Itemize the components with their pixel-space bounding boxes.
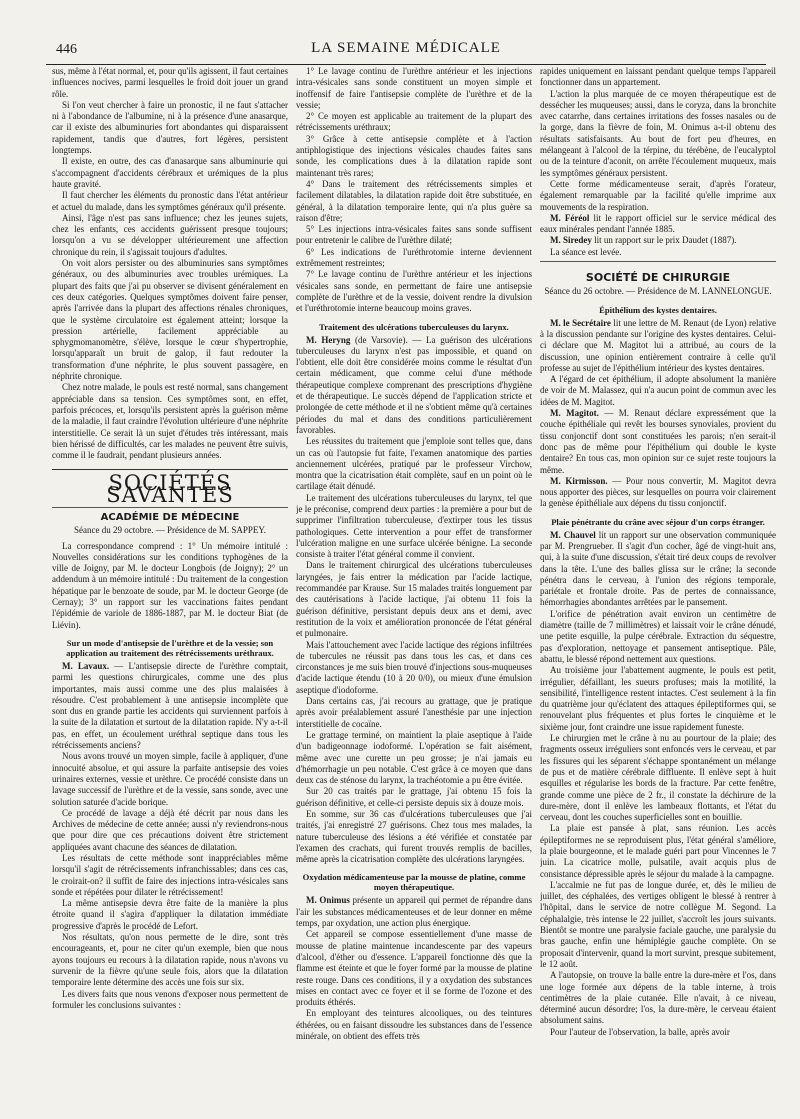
paragraph: — Pour nous convertir, M. Magitot devra nous apporter des pièces, sur lesquelles on pourra voir clairement la genèse épithéliale aux dépens du tissu conjonctif. (540, 475, 776, 509)
paragraph: Les résultats de cette méthode sont inappréciables même lorsqu'il s'agit de rétrécissements infranchissables; dans ces cas, le croirait-on? il suffit de faire des injections intra-vésicales sans sonde et répétées pour dilater le rétrécissement! (52, 853, 288, 897)
speaker-name: M. Féréol (550, 212, 590, 223)
paragraph: Cette forme médicamenteuse serait, d'après l'orateur, également remarquable par la facilité qu'elle imprime aux mouvements de la respiration. (540, 178, 776, 212)
paragraph: L'orifice de pénétration avait environ un centimètre de diamètre (taille de 7 millimètres) et laissait voir le crâne dénudé, une petite esquille, la pulpe cérébrale. Extraction du séquestre, pas d'exploration, nettoyage et pansement antiseptique. Pâle, abattu, le blessé répond nettement aux questions. (540, 608, 776, 664)
section-divider (52, 469, 288, 470)
paragraph: — L'antisepsie directe de l'urèthre comptait, parmi les questions chirurgicales, comme une des plus importantes, mais aussi comme une des plus malaisées à résoudre. C'est probablement à une antisepsie incomplète que sont dus en grande partie les accidents qui surviennent parfois à la suite de la dilatation et surtout de la dilatation rapide. N'y a-t-il pas, en effet, un écoulement uréthral septique dans tous les rétrécissements anciens? (52, 660, 288, 751)
paragraph: Pour l'auteur de l'observation, la balle, après avoir (550, 1026, 730, 1037)
speaker-name: M. Heryng (306, 334, 351, 345)
paragraph: 2° Ce moyen est applicable au traitement de la plupart des rétrécissements uréthraux; (296, 111, 532, 133)
section-divider (52, 507, 288, 508)
society-title: SOCIÉTÉ DE CHIRURGIE (585, 271, 731, 285)
paragraph: Nous avons trouvé un moyen simple, facile à appliquer, d'une innocuité absolue, et qui assure la parfaite antisepsie des voies urinaires externes, vessie et urèthre. Ce procédé consiste dans un lavage successif de l'urèthre et de la vessie, sans sonde, avec une solution saturée d'acide borique. (52, 751, 288, 807)
article-title: Plaie pénétrante du crâne avec séjour d'un corps étranger. (551, 516, 765, 527)
paragraph: A l'égard de cet épithélium, il adopte absolument la manière de voir de M. Malassez, qui n'a aucun point de commun avec les idées de M. Magitot. (540, 374, 776, 407)
section-divider (540, 261, 776, 262)
page-number: 446 (56, 42, 77, 57)
paragraph: Il faut chercher les éléments du pronostic dans l'état antérieur et actuel du malade, dans les symptômes généraux qu'il présente. (52, 190, 288, 212)
paragraph: Le traitement des ulcérations tuberculeuses du larynx, tel que je le préconise, comprend deux parties : la première a pour but de supprimer l'infiltration tuberculeuse, d'extirper tous les tissus pathologiques. Cette intervention a pour effet de transformer l'ulcération maligne en une surface ulcérée bénigne. La seconde consiste à traiter l'état général comme il convient. (296, 492, 532, 560)
paragraph: Les réussites du traitement que j'emploie sont telles que, dans un cas où l'autopsie fut faite, l'examen anatomique des parties anciennement ulcérées, pratiqué par le professeur Virchow, montra que la cicatrisation était complète, sauf en un point où le cartilage était dénudé. (296, 436, 532, 492)
paragraph: Cet appareil se compose essentiellement d'une masse de mousse de platine maintenue incandescente par des vapeurs d'alcool, d'éther ou d'essence. L'appareil fonctionne dès que la flamme est éteinte et que le foyer formé par la mousse de platine reste rouge. Dans ces conditions, il y a oxydation des substances mises en contact avec ce foyer et il se forme de l'ozone et des produits éthérés. (296, 929, 532, 1008)
paragraph: Chez notre malade, le pouls est resté normal, sans changement appréciable dans sa tension. Ces symptômes sont, en effet, parfois précoces, et, lorsqu'ils persistent après la guérison même de la maladie, il faut craindre l'évolution ultérieure d'une néphrite interstitielle. Ce serait là un sujet d'études très intéressant, mais bien hérissé de difficultés, car les malades ne peuvent être suivis, comme il le faudrait, pendant plusieurs années. (52, 382, 288, 461)
paragraph: En somme, sur 36 cas d'ulcérations tuberculeuses que j'ai traités, j'ai enregistré 27 guérisons. Chez tous mes malades, la nature tuberculeuse des lésions a été vérifiée et constatée par l'examen des crachats, qui furent trouvés remplis de bacilles, même après la cicatrisation complète des ulcérations laryngées. (296, 809, 532, 865)
paragraph: La plaie est pansée à plat, sans réunion. Les accès épileptiformes ne se reproduisent plus, l'état général s'améliore, la plaie bourgeonne, et le malade guéri part pour Vincennes le 7 juin. La cicatrice molle, pulsatile, avait acquis plus de consistance dépressible après le séjour du malade à la campagne. (540, 823, 776, 879)
paragraph: Au troisième jour l'abattement augmente, le pouls est petit, irrégulier, défaillant, les sueurs profuses; mais la motilité, la sensibilité, l'intelligence restent intactes. C'est seulement à la fin du quatrième jour qu'éclatent des attaques épileptiformes qui, se renouvelant plus fréquentes et plus fortes le cinquième et le sixième jour, font craindre une issue rapidement funeste. (540, 665, 776, 732)
paragraph: L'accalmie ne fut pas de longue durée, et, dès le milieu de juillet, des céphalées, des vertiges obligent le blessé à rentrer à l'hôpital, dans le service de notre collègue M. Segond. La céphalalgie, très intense le 22 juillet, s'accroît les jours suivants. Bientôt se montre une paralysie faciale gauche, une paralysie du bras gauche, enfin une hémiplégie gauche complète. On se proposait d'intervenir, quand la mort survint, presque subitement, le 12 août. (540, 879, 776, 969)
society-title: ACADÉMIE DE MÉDECINE (100, 511, 240, 523)
paragraph: lit un rapport sur le prix Daudet (1887). (591, 235, 737, 246)
paragraph: — M. Renaut déclare expressément que la couche épithéliale qui revêt les bourses synoviales, provient du tissu conjonctif dont sont constituées les parois; n'en serait-il donc pas de même pour l'épithélium qui double le kyste dentaire? En tous cas, mon opinion sur ce sujet reste toujours la même. (540, 408, 776, 475)
speaker-name: M. Onimus (306, 895, 350, 906)
paragraph: Mais l'attouchement avec l'acide lactique des régions infiltrées de tubercules ne réussit pas dans tous les cas, et dans ces circonstances je me suis bien trouvé d'injections sous-muqueuses d'acide lactique étendu (10 à 20 0/0), ou mieux d'une émulsion aseptique d'iodoforme. (296, 639, 532, 695)
paragraph: La séance est levée. (550, 246, 622, 257)
article-title: Oxydation médicamenteuse par la mousse de platine, comme moyen thérapeutique. (302, 872, 526, 893)
seance-line: Séance du 26 octobre. — Présidence de M. LANNELONGUE. (544, 286, 772, 297)
paragraph: (de Varsovie). — La guérison des ulcérations tuberculeuses du larynx n'est pas impossible, et quand on l'obtient, elle doit être considérée moins comme le résultat d'un certain médicament, que comme celui d'une méthode thérapeutique complexe comprenant des prescriptions d'hygiène et de thérapeutique. Le succès dépend de l'application stricte et prolongée de cette méthode et il ne s'obtient même qu'à certaines périodes du mal et dans des conditions particulièrement favorables. (296, 334, 532, 435)
paragraph: 3° Grâce à cette antisepsie complète et à l'action antiphlogistique des injections vésicales chaudes faites sans sonde, les complications dues à la dilatation rapide sont maintenant très rares; (296, 133, 532, 178)
speaker-name: M. Chauvel (550, 529, 596, 540)
paragraph: Ainsi, l'âge n'est pas sans influence; chez les jeunes sujets, chez les enfants, ces accidents guérissent presque toujours; lorsqu'on a vu se développer ultérieurement une affection chronique du rein, il s'agissait toujours d'adultes. (52, 212, 288, 257)
paragraph: 5° Les injections intra-vésicales faites sans sonde suffisent pour entretenir le calibre de l'urèthre dilaté; (296, 224, 532, 246)
paragraph: 6° Les indications de l'uréthrotomie interne deviennent extrêmement restreintes; (296, 246, 532, 269)
article-title: Traitement des ulcérations tuberculeuses du larynx. (319, 321, 509, 332)
seance-line: Séance du 29 octobre. — Présidence de M. SAPPEY. (73, 525, 267, 536)
paragraph: présente un appareil qui permet de répandre dans l'air les substances médicamenteuses et de leur donner en même temps, par oxydation, une action plus énergique. (296, 895, 532, 929)
paragraph: 1° Le lavage continu de l'urèthre antérieur et les injections intra-vésicales sans sonde constituent un moyen simple et inoffensif de faire l'antisepsie complète de l'urèthre et de la vessie; (296, 66, 532, 110)
page-header (46, 38, 766, 60)
paragraph: A l'autopsie, on trouve la balle entre la dure-mère et l'os, dans une loge formée aux dépens de la table interne, à trois centimètres de la plaie cutanée. Elle n'avait, à ce niveau, déterminé aucun désordre; l'os, la dure-mère, le cerveau étaient absolument sains. (540, 970, 776, 1026)
paragraph: En employant des teintures alcooliques, ou des teintures éthérées, ou en faisant dissoudre les substances dans de l'essence minérale, on obtient des effets très (296, 1008, 532, 1042)
paragraph: lit le rapport officiel sur le service médical des eaux minérales pendant l'année 1885. (540, 212, 776, 235)
speaker-name: M. Siredey (550, 235, 592, 246)
paragraph: Il existe, en outre, des cas d'anasarque sans albuminurie qui s'accompagnent d'accidents cérébraux et urémiques de la plus haute gravité. (52, 156, 288, 189)
article-title: Sur un mode d'antisepsie de l'urèthre et de la vessie; son application au traitement des rétrécissements uréthraux. (66, 637, 274, 658)
paragraph: 7° Le lavage continu de l'urèthre antérieur et les injections vésicales sans sonde, en permettant de faire une antisepsie complète de l'urèthre et de la vessie, doivent rendre la divulsion et l'uréthrotomie interne beaucoup moins graves. (296, 269, 532, 314)
speaker-name: M. Magitot. (550, 408, 599, 419)
paragraph: Dans le traitement chirurgical des ulcérations tuberculeuses laryngées, je fais entrer la médication par l'acide lactique, recommandée par Krause. Sur 15 malades traités longuement par des cautérisations à l'acide lactique, j'ai obtenu 11 fois la guérison définitive, persistant depuis deux ans et demi, avec restitution de la voix et amélioration prononcée de l'état général et pulmonaire. (296, 560, 532, 639)
paragraph: rapides uniquement en laissant pendant quelque temps l'appareil fonctionner dans un appartement. (540, 66, 776, 88)
column-1 (52, 66, 288, 1111)
journal-title: LA SEMAINE MÉDICALE (311, 40, 501, 56)
paragraph: L'action la plus marquée de ce moyen thérapeutique est de dessécher les muqueuses; aussi, dans le coryza, dans la bronchite avec catarrhe, dans certaines irritations des fosses nasales ou de la gorge, dans la fièvre de foin, M. Onimus a-t-il obtenu des résultats satisfaisants. Au bout de fort peu d'heures, en mélangeant à l'alcool de la térpine, du térébène, de l'eucalyptol ou de la teinture d'aconit, on arrête l'écoulement muqueux, mais les symptômes généraux persistent. (540, 88, 776, 178)
speaker-name: M. Kirmisson. (550, 475, 608, 486)
paragraph: Les divers faits que nous venons d'exposer nous permettent de formuler les conclusions suivantes : (52, 988, 288, 1010)
paragraph: sus, même à l'état normal, et, pour qu'ils agissent, il faut certaines influences nocives, parmi lesquelles le froid doit jouer un grand rôle. (52, 66, 288, 99)
paragraph: Sur 20 cas traités par le grattage, j'ai obtenu 15 fois la guérison définitive, et celle-ci persiste depuis six à douze mois. (296, 786, 532, 808)
paragraph: Ce procédé de lavage a déjà été décrit par nous dans les Archives de médecine de cette année; aussi n'y reviendrons-nous que pour dire que ces précautions doivent être strictement appliquées avant chacune des séances de dilatation. (52, 807, 288, 852)
paragraph: Le grattage terminé, on maintient la plaie aseptique à l'aide d'un badigeonnage iodoformé. L'opération se fait aisément, même avec une curette un peu grosse; je n'ai jamais eu d'hémorrhagie un peu notable. C'est grâce à ce moyen que dans deux cas de sténose du larynx, la trachéotomie a pu être évitée. (296, 729, 532, 786)
paragraph: lit une lettre de M. Renaut (de Lyon) relative à la discussion pendante sur l'origine des kystes dentaires. Celui-ci déclare que M. Magitot lui a attribué, au cours de la discussion, une opinion entièrement contraire à celle qu'il professe au sujet de l'épithélium intérieur des kystes dentaires. (540, 317, 776, 373)
column-2 (296, 66, 532, 1111)
header-rule (46, 64, 766, 65)
paragraph: 4° Dans le traitement des rétrécissements simples et facilement dilatables, la dilatation rapide doit être substituée, en général, à la dilatation temporaire lente, qui n'a plus guère sa raison d'être; (296, 178, 532, 223)
paragraph: On voit alors persister ou des albuminuries sans symptômes généraux, ou des albuminuries avec troubles urémiques. La plupart des faits que j'ai pu observer se divisent généralement en ces deux catégories. Quelques symptômes doivent faire penser, après l'arrivée dans la plupart des affections rénales chroniques, que le système circulatoire est également atteint; lorsque la pression artérielle, facilement appréciable au sphygmomanomètre, s'élève, lorsque le cœur s'hypertrophie, lorsqu'apparaît un bruit de galop, il faut redouter la transformation d'une néphrite, le plus souvent passagère, en néphrite chronique. (52, 258, 288, 382)
section-title: SOCIÉTÉS SAVANTES (106, 471, 234, 507)
paragraph: Nos résultats, qu'on nous permette de le dire, sont très encourageants, et, pour ne citer qu'un exemple, bien que nous ayons toujours eu recours à la dilatation rapide, nous n'avons vu survenir de la fièvre qu'une seule fois, alors que la dilatation temporaire lente détermine des accès une fois sur six. (52, 932, 288, 988)
paragraph: La même antisepsie devra être faite de la manière la plus étroite quand il s'agira d'appliquer la dilatation immédiate progressive d'après le procédé de Lefort. (52, 898, 288, 931)
column-3 (540, 66, 776, 1111)
paragraph: La correspondance comprend : 1° Un mémoire intitulé : Nouvelles considérations sur les conditions typhogènes de la ville de Joigny, par M. le docteur Longbois (de Joigny); 2° un addendum à un mémoire intitulé : Du traitement de la congestion hépatique par le benzoate de soude, par M. le docteur George (de Cernay); 3° un rapport sur les vaccinations faites pendant l'épidémie de variole de 1886-1887, par M. le docteur Biat (de Liévin). (52, 540, 288, 630)
article-title: Épithélium des kystes dentaires. (599, 304, 717, 315)
paragraph: lit un rapport sur une observation communiquée par M. Prengrueber. Il s'agit d'un cocher, âgé de vingt-huit ans, qui, à la suite d'une discussion, s'était tiré deux coups de revolver dans la tête. L'une des balles glissa sur le crâne; la seconde pénétra dans le cerveau, à l'union des régions temporale, pariétale et frontale droite. Pas de pertes de connaissance, hémorrhagies abondantes arrêtées par le pansement. (540, 529, 776, 608)
speaker-name: M. le Secrétaire (550, 317, 611, 328)
speaker-name: M. Lavaux. (62, 660, 110, 671)
paragraph: Si l'on veut chercher à faire un pronostic, il ne faut s'attacher ni à l'abondance de l'albumine, ni à la présence d'une anasarque, car il existe des albuminuries fort abondantes qui disparaissent rapidement, tandis que d'autres, fort légères, persistent longtemps. (52, 99, 288, 156)
paragraph: Dans certains cas, j'ai recours au grattage, que je pratique après avoir préalablement assuré l'anesthésie par une injection interstitielle de cocaïne. (296, 696, 532, 729)
paragraph: Le chirurgien met le crâne à nu au pourtour de la plaie; des fragments osseux irréguliers sont enfoncés vers le cerveau, et par les fissures qui les séparent s'échappe spontanément un mélange de pus et de matière cérébrale diffluente. Il enlève sept à huit esquilles et régularise les bords de la fracture. Par cette fenêtre, grande comme une pièce de 2 fr., il constate la déchirure de la dure-mère, dont il enlève les lambeaux flottants, et l'état du cerveau, dont les couches superficielles sont en bouillie. (540, 733, 776, 823)
